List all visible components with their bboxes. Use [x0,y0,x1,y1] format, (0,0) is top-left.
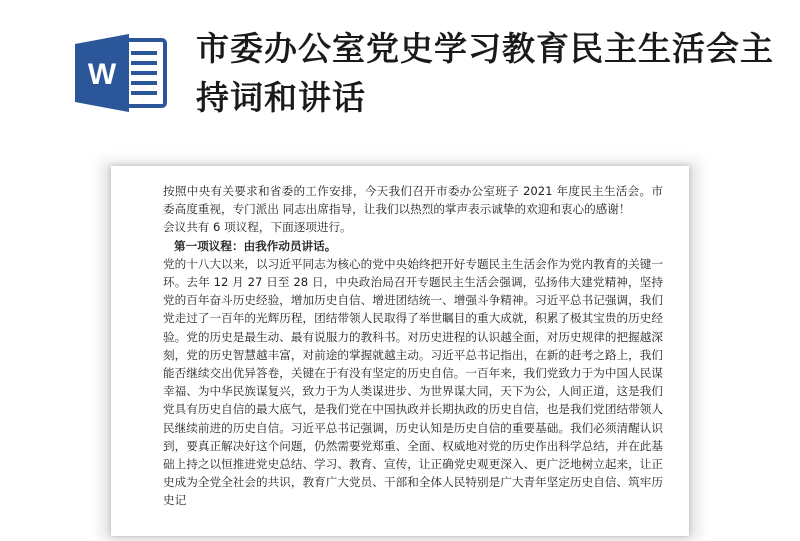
word-icon-letter: W [87,58,117,91]
intro-paragraph: 按照中央有关要求和省委的工作安排，今天我们召开市委办公室班子 2021 年度民主生活会。市委高度重视，专门派出 同志出席指导，让我们以热烈的掌声表示诚挚的欢迎和衷心的感谢！ [163,184,663,217]
section-heading: 第一项议程：由我作动员讲话。 [174,238,337,253]
body-paragraph: 党的十八大以来，以习近平同志为核心的党中央始终把开好专题民主生活会作为党内教育的关键一环。去年 12 月 27 日至 28 日，中央政治局召开专题民主生活会强调，弘扬伟大建党精神，坚持党的百年奋斗历史经验，增加历史自信、增进团结统一、增强斗争精神。习近平总书记强调，我们党走过了一百年的光辉历程，团结带领人民取得了举世瞩目的重大成就，积累了极其宝贵的历史经验。党的历史是最生动、最有说服力的教科书。对历史进程的认识越全面，对历史规律的把握越深刻，党的历史智慧越丰富，对前途的掌握就越主动。习近平总书记指出，在新的赶考之路上，我们能否继续交出优异答卷，关键在于有没有坚定的历史自信。一百年来，我们党致力于为中国人民谋幸福、为中华民族谋复兴，致力于为人类谋进步、为世界谋大同，天下为公，人间正道，这是我们党具有历史自信的最大底气，是我们党在中国执政并长期执政的历史自信，也是我们党团结带领人民继续前进的历史自信。习近平总书记强调，历史认知是历史自信的重要基础。我们必须清醒认识到，要真正解决好这个问题，仍然需要党郑重、全面、权威地对党的历史作出科学总结，并在此基础上持之以恒推进党史总结、学习、教育、宣传，让正确党史观更深入、更广泛地树立起来，让正史成为全党全社会的共识，教育广大党员、干部和全体人民特别是广大青年坚定历史自信、筑牢历史记 [163,256,663,508]
page-title: 市委办公室党史学习教育民主生活会主持词和讲话 [196,29,774,117]
agenda-paragraph: 会议共有 6 项议程，下面逐项进行。 [163,220,352,235]
document-text [163,182,663,510]
word-app-icon [73,34,167,112]
